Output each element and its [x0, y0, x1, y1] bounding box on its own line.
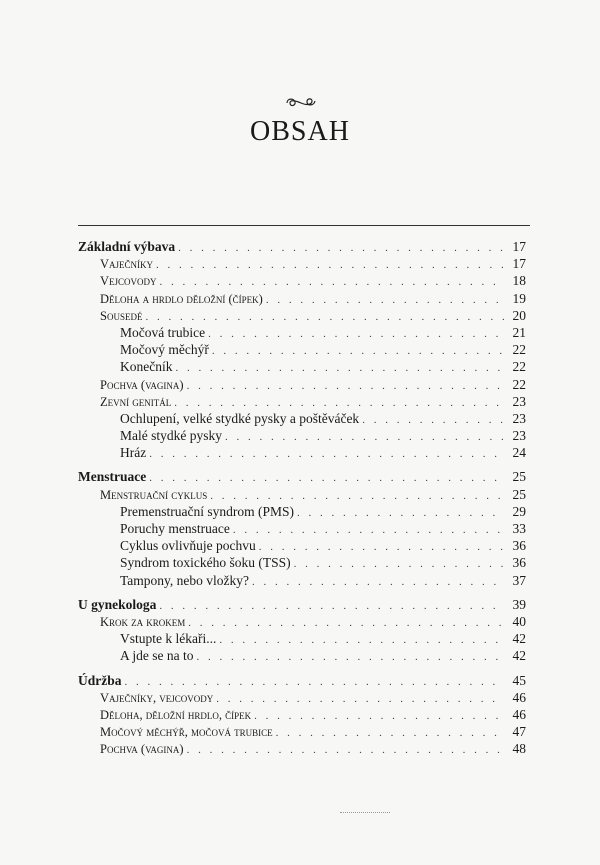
- dot-leader: [178, 240, 504, 257]
- toc-entry-title: Vejcovody: [100, 274, 157, 289]
- dot-leader: [294, 556, 504, 573]
- dot-leader: [160, 274, 504, 291]
- table-of-contents: [78, 238, 526, 764]
- toc-page-number: 37: [512, 572, 526, 588]
- toc-section: [78, 613, 526, 630]
- toc-entry-title: Močový měchýř, močová trubice: [100, 725, 273, 740]
- toc-subsection: [78, 427, 526, 444]
- toc-page-number: 48: [512, 741, 526, 757]
- toc-subsection: [78, 324, 526, 341]
- toc-chapter-group: [78, 672, 526, 758]
- toc-chapter: [78, 596, 526, 613]
- toc-subsection: [78, 410, 526, 427]
- dot-leader: [254, 708, 504, 725]
- dot-leader: [197, 649, 505, 666]
- toc-entry-title: Vaječníky, vejcovody: [100, 690, 214, 705]
- swirl-ornament-icon: [284, 95, 318, 109]
- toc-section: [78, 272, 526, 289]
- dot-leader: [149, 446, 504, 463]
- toc-subsection: [78, 537, 526, 554]
- toc-entry-title: Močová trubice: [120, 324, 206, 340]
- toc-entry-title: Vaječníky: [100, 257, 154, 272]
- dot-leader: [156, 257, 504, 274]
- toc-entry-title: U gynekologa: [78, 596, 157, 612]
- dot-leader: [252, 574, 504, 591]
- toc-entry-title: Pochva (vagina): [100, 377, 184, 392]
- toc-subsection: [78, 358, 526, 375]
- toc-entry-title: Cyklus ovlivňuje pochvu: [120, 538, 256, 554]
- dot-leader: [266, 292, 504, 309]
- toc-entry-title: A jde se na to: [120, 648, 194, 664]
- dot-leader: [259, 539, 504, 556]
- toc-entry-title: Zevní genitál: [100, 394, 172, 409]
- dot-leader: [175, 360, 504, 377]
- toc-entry-title: Menstruační cyklus: [100, 487, 208, 502]
- toc-chapter-group: [78, 468, 526, 588]
- toc-entry-title: Močový měchýř: [120, 342, 209, 358]
- toc-page-number: 46: [512, 689, 526, 705]
- toc-subsection: [78, 647, 526, 664]
- dot-leader: [187, 378, 504, 395]
- toc-section: [78, 290, 526, 307]
- toc-chapter-group: [78, 238, 526, 461]
- toc-entry-title: Ochlupení, velké stydké pysky a poštěváček: [120, 410, 360, 426]
- page-mark: [340, 812, 390, 813]
- toc-page-number: 23: [512, 410, 526, 426]
- toc-page-number: 42: [512, 648, 526, 664]
- toc-section: [78, 689, 526, 706]
- toc-page-number: 21: [512, 324, 526, 340]
- toc-page-number: 40: [512, 613, 526, 629]
- dot-leader: [125, 674, 505, 691]
- toc-entry-title: Údržba: [78, 672, 122, 688]
- toc-page-number: 39: [512, 596, 526, 612]
- toc-page-number: 22: [512, 359, 526, 375]
- toc-entry-title: Poruchy menstruace: [120, 521, 230, 536]
- toc-page-number: 36: [512, 555, 526, 571]
- toc-page-number: 25: [512, 469, 526, 485]
- toc-entry-title: Konečník: [120, 359, 173, 375]
- toc-page-number: 25: [512, 486, 526, 502]
- toc-subsection: [78, 630, 526, 647]
- toc-subsection: [78, 554, 526, 571]
- toc-entry-title: Premenstruační syndrom (PMS): [120, 503, 294, 519]
- toc-chapter: [78, 468, 526, 485]
- toc-page-number: 47: [512, 724, 526, 740]
- toc-entry-title: Vstupte k lékaři...: [120, 631, 217, 647]
- divider: [78, 225, 530, 226]
- dot-leader: [216, 691, 504, 708]
- toc-page-number: 23: [512, 393, 526, 409]
- dot-leader: [219, 632, 504, 649]
- toc-section: [78, 723, 526, 740]
- toc-page-number: 22: [512, 342, 526, 358]
- toc-subsection: [78, 341, 526, 358]
- toc-page-number: 42: [512, 631, 526, 647]
- toc-page-number: 29: [512, 503, 526, 519]
- page-title: OBSAH: [250, 116, 350, 147]
- toc-page-number: 33: [512, 521, 526, 536]
- dot-leader: [276, 725, 504, 742]
- toc-subsection: [78, 503, 526, 520]
- toc-chapter-group: [78, 596, 526, 665]
- toc-subsection: [78, 572, 526, 589]
- toc-entry-title: Pochva (vagina): [100, 742, 184, 757]
- toc-page-number: 24: [512, 445, 526, 461]
- dot-leader: [362, 412, 504, 429]
- dot-leader: [212, 343, 504, 360]
- toc-section: [78, 740, 526, 757]
- toc-page-number: 19: [512, 290, 526, 306]
- toc-page-number: 20: [512, 307, 526, 323]
- toc-page-number: 18: [512, 273, 526, 289]
- toc-page-number: 17: [512, 239, 526, 254]
- toc-page-number: 23: [512, 428, 526, 444]
- toc-entry-title: Menstruace: [78, 469, 147, 485]
- toc-section: [78, 706, 526, 723]
- toc-chapter: [78, 672, 526, 689]
- toc-section: [78, 255, 526, 272]
- toc-entry-title: Malé stydké pysky: [120, 428, 222, 444]
- toc-page-number: 17: [512, 256, 526, 272]
- toc-page-number: 46: [512, 706, 526, 722]
- toc-page-number: 45: [512, 672, 526, 688]
- dot-leader: [233, 522, 504, 539]
- dot-leader: [149, 470, 504, 487]
- toc-subsection: [78, 444, 526, 461]
- toc-page-number: 36: [512, 538, 526, 554]
- dot-leader: [159, 598, 504, 615]
- toc-entry-title: Tampony, nebo vložky?: [120, 572, 250, 588]
- toc-entry-title: Hráz: [120, 445, 147, 461]
- toc-entry-title: Syndrom toxického šoku (TSS): [120, 555, 291, 571]
- toc-page-number: 22: [512, 376, 526, 392]
- toc-entry-title: Děloha a hrdlo děložní (čípek): [100, 291, 263, 306]
- toc-section: [78, 376, 526, 393]
- toc-subsection: [78, 520, 526, 537]
- toc-section: [78, 393, 526, 410]
- toc-entry-title: Základní výbava: [78, 239, 176, 254]
- dot-leader: [297, 505, 504, 522]
- toc-entry-title: Krok za krokem: [100, 614, 186, 629]
- dot-leader: [188, 615, 504, 632]
- dot-leader: [187, 742, 504, 759]
- toc-entry-title: Děloha, děložní hrdlo, čípek: [100, 707, 252, 722]
- toc-entry-title: Sousedé: [100, 308, 143, 323]
- dot-leader: [208, 326, 504, 343]
- dot-leader: [225, 429, 504, 446]
- toc-section: [78, 307, 526, 324]
- toc-chapter: [78, 238, 526, 255]
- toc-section: [78, 486, 526, 503]
